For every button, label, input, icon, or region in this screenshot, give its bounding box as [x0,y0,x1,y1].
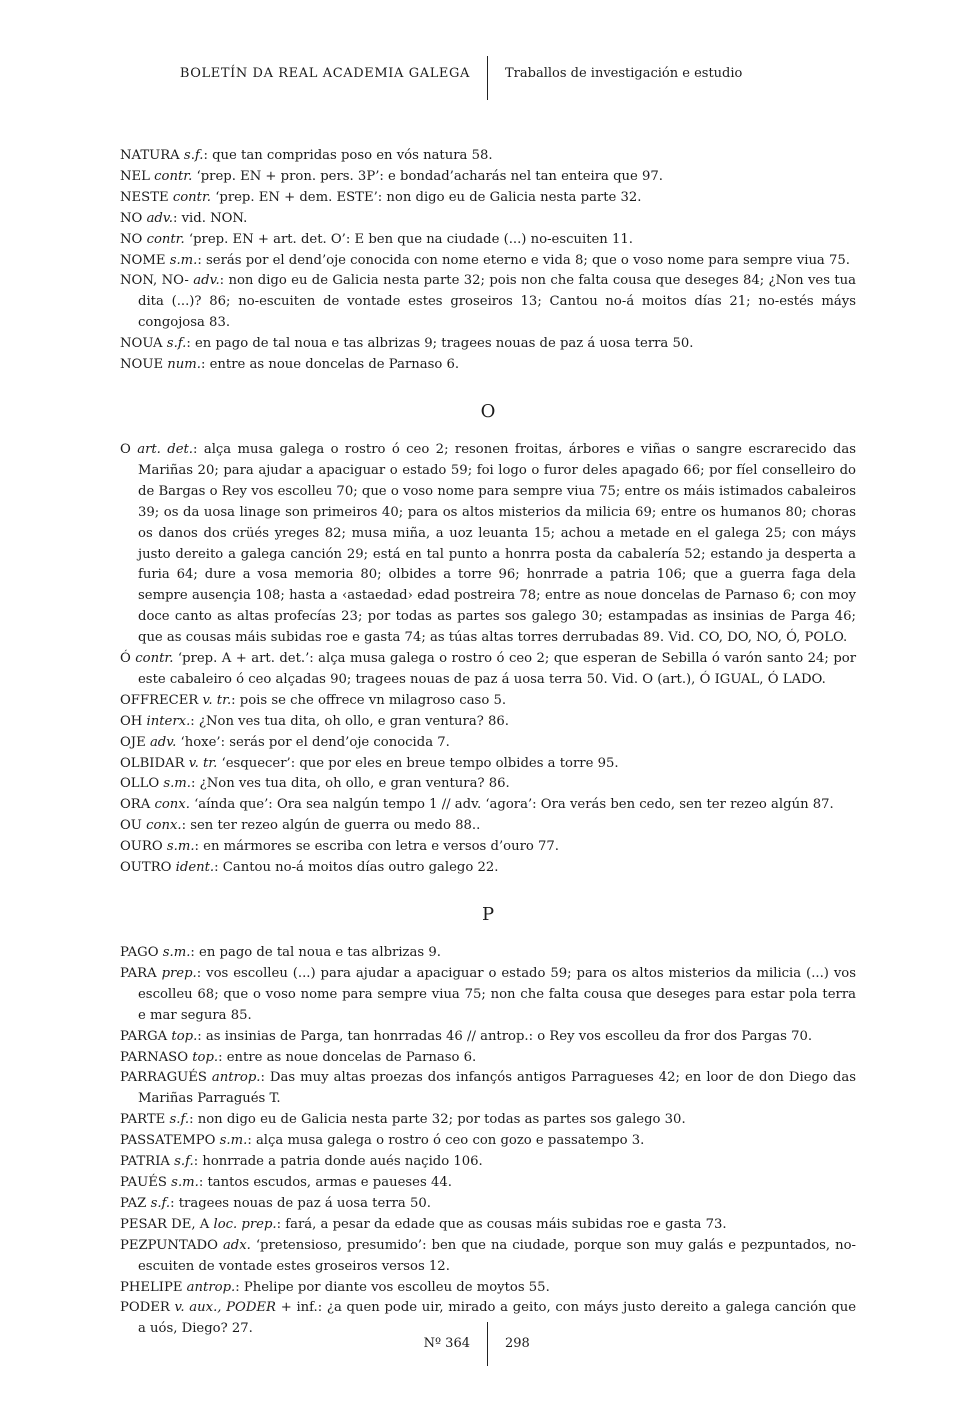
glossary-entry [120,1173,856,1194]
headword: PARRAGUÉS [120,1070,207,1086]
grammar-label: s.m. [166,839,195,855]
headword: PHELIPE [120,1279,183,1295]
glossary-entry [120,1278,856,1299]
definition-text: : tantos escudos, armas e paueses 44. [198,1174,452,1190]
glossary-entry [120,816,856,837]
glossary-entry [120,712,856,733]
headword: PASSATEMPO [120,1133,216,1149]
grammar-label: s.f. [166,336,187,352]
glossary-entry [120,1194,856,1215]
grammar-label: prep. [161,965,197,981]
definition-text: : pois se che offrece vn milagroso caso 5. [231,692,507,708]
footer-divider [487,1322,488,1366]
grammar-label: conx. [146,818,182,834]
headword: PAGO [120,945,159,960]
headword: NON, NO- [120,273,189,289]
headword: PARA [120,965,157,981]
grammar-label: interx. [146,713,191,729]
grammar-label: adx. [222,1237,251,1253]
grammar-label: s.f. [150,1195,171,1211]
definition-text: ‘prep. A + art. det.’: alça musa galega o rostro ó ceo 2; que esperan de Sebilla ó varón santo 24; por este cabaleiro ó ceo alçadas 90; tragees nouas de paz á uosa terra 50. Vid. O (art.), Ó IGUAL, Ó LADO. [138,651,856,687]
headword: OJE [120,734,146,750]
grammar-label: num. [167,357,201,373]
definition-text: : ¿Non ves tua dita, oh ollo, e gran ventura? 86. [191,776,510,792]
grammar-label: s.m. [169,252,198,268]
glossary-entry [120,334,856,355]
headword: ORA [120,797,151,813]
grammar-label: s.m. [171,1174,199,1190]
grammar-label: art. det. [137,441,193,457]
headword: OUTRO [120,860,172,876]
definition-text: : en pago de tal noua e tas albrizas 9. [190,945,441,960]
definition-text: ‘prep. EN + art. det. O’: E ben que na ciudade (...) no-escuiten 11. [184,231,633,247]
definition-text: : sen ter rezeo algún de guerra ou medo 88.. [181,818,481,834]
headword: NESTE [120,189,169,205]
header-divider [487,56,488,100]
definition-text: ‘pretensioso, presumido’: ben que na ciudade, porque son muy galás e pezpuntados, no-escuiten de vontade estes groseiros versos 12. [138,1237,856,1274]
definition-text: : en mármores se escriba con letra e versos d’ouro 77. [194,839,559,855]
section-letter-p: P [481,904,495,925]
grammar-label: s.f. [174,1154,194,1170]
journal-title: BOLETÍN DA REAL ACADEMIA GALEGA [179,66,470,81]
glossary-entry [120,691,856,712]
headword: PARGA [120,1028,168,1044]
headword: NEL [120,168,150,184]
grammar-label: s.m. [219,1133,248,1149]
glossary-entry [120,733,856,754]
grammar-label: s.f. [183,148,204,163]
grammar-label: v. tr. [188,755,218,771]
glossary-entry [120,146,856,167]
definition-text: ‘aínda que’: Ora sea nalgún tempo 1 // adv. ‘agora’: Ora verás ben cedo, sen ter rezeo algún 87. [189,797,834,813]
glossary-entry [120,943,856,964]
glossary-entry [120,1131,856,1152]
definition-text: : tragees nouas de paz á uosa terra 50. [170,1195,431,1211]
glossary-entry [120,1152,856,1173]
definition-text: : vos escolleu (...) para ajudar a apaciguar o estado 59; para os altos misterios da milicia (...) vos escolleu 68; que o voso nome para sempre viua 75; non che falta cousa que deseges para estar pola terra e mar segura 85. [138,965,856,1023]
glossary-entry [120,355,856,376]
glossary-entry [120,795,856,816]
issue-number: Nº 364 [423,1336,470,1351]
page-number: 298 [505,1336,530,1351]
grammar-label: contr. [172,189,211,205]
grammar-label: s.f. [169,1112,190,1128]
entries-p [120,943,856,1340]
definition-text: : non digo eu de Galicia nesta parte 32; pois non che falta cousa que deseges 84; ¿Non ves tua dita (...)? 86; no-escuiten de vontade estes groseiros 13; Cantou no-á moitos días 21; no-estés máys congojosa 83. [138,273,856,331]
definition-text: : Phelipe por diante vos escolleu de moytos 55. [235,1279,550,1295]
page-footer [0,1328,975,1368]
glossary-entry [120,1027,856,1048]
definition-text: : vid. NON. [172,210,248,226]
headword: NO [120,231,143,247]
grammar-label: contr. [146,231,185,247]
glossary-entry [120,754,856,775]
definition-text: : entre as noue doncelas de Parnaso 6. [218,1049,477,1065]
definition-text: ‘prep. EN + dem. ESTE’: non digo eu de Galicia nesta parte 32. [211,189,642,205]
grammar-label: loc. prep. [213,1216,277,1232]
headword: NO [120,210,143,226]
headword: OFFRECER [120,692,199,708]
headword: NOME [120,252,166,268]
grammar-label: conx. [154,797,190,813]
definition-text: : Das muy altas proezas dos infançós antigos Parragueses 42; en loor de don Diego das Mariñas Parragués T. [138,1070,856,1107]
glossary-entry [120,1236,856,1278]
grammar-label: ident. [175,860,215,876]
glossary-entry [120,964,856,1027]
section-title: Traballos de investigación e estudio [505,66,743,81]
definition-text: ‘hoxe’: serás por el dend’oje conocida 7. [176,734,450,750]
headword: PAZ [120,1195,147,1211]
definition-text: : fará, a pesar da edade que as cousas máis subidas roe e gasta 73. [276,1216,727,1232]
headword: PEZPUNTADO [120,1237,218,1253]
glossary-entry [120,271,856,334]
headword: PARNASO [120,1049,189,1065]
definition-text: : Cantou no-á moitos días outro galego 22. [214,860,499,876]
headword: OLBIDAR [120,755,185,771]
grammar-label: top. [171,1028,198,1044]
definition-text: : alça musa galega o rostro ó ceo 2; resonen froitas, árbores e viñas o sangre escrarecido das Mariñas 20; para ajudar a apaciguar o estado 59; foi logo o furor deles apagado 66; por fíel conselleiro do de Bargas o Rey vos escolleu 70; que o voso nome para sempre viua 75; entre os máis istimados cabaleiros 39; os da uosa linage son primeiros 40; para os altos misterios da milicia 69; entre os humanos 80; choras os danos dos crüés yreges 82; musa miña, a uoz leuanta 15; achou a metade en el galega 25; con máys justo dereito a galega canción 29; está en tal punto a honrra posta da cabalería 52; estando ja desperta a furia 64; dure a vosa memoria 80; olbides a torre 96; honrrade a patria 106; que a guerra faga dela sempre ausençia 108; hasta a ‹astaedad› edad postreira 78; entre as noue doncelas de Parnaso 6; con moy doce canto as altas profecías 23; por todas as partes sos galego 30; estampadas as insinias de Parga 46; que as cousas máis subidas roe e gasta 74; as túas altas torres derrubadas 89. Vid. CO, DO, NO, Ó, POLO. [138,441,856,646]
glossary-entry [120,1048,856,1069]
entries-o [120,440,856,879]
definition-text: : serás por el dend’oje conocida con nome eterno e vida 8; que o voso nome para sempre viua 75. [197,252,850,268]
glossary-body [120,146,856,1340]
glossary-entry [120,188,856,209]
definition-text: : alça musa galega o rostro ó ceo con gozo e passatempo 3. [247,1133,645,1149]
glossary-entry [120,251,856,272]
definition-text: + inf.: ¿a quen pode uir, mirado a geito, con máys justo dereito a galega canción que a uós, Diego? 27. [138,1300,856,1337]
glossary-entry [120,858,856,879]
headword: Ó [120,651,131,667]
headword: PESAR DE, A [120,1216,210,1232]
headword: NOUE [120,357,164,373]
grammar-label: s.m. [162,945,191,960]
headword: O [120,441,131,457]
definition-text: : ¿Non ves tua dita, oh ollo, e gran ventura? 86. [190,713,509,729]
definition-text: : que tan compridas poso en vós natura 58. [203,148,493,163]
glossary-entry [120,774,856,795]
headword: NATURA [120,148,180,163]
grammar-label: contr. [154,168,193,184]
glossary-entry [120,837,856,858]
headword: OURO [120,839,163,855]
glossary-entry [120,230,856,251]
headword: NOUA [120,336,163,352]
headword: PODER [120,1300,170,1316]
glossary-entry [120,440,856,649]
definition-text: : honrrade a patria donde aués naçido 106. [193,1154,483,1170]
section-letter-o: O [480,400,496,422]
headword: OLLO [120,776,160,792]
headword: OH [120,713,143,729]
definition-text: ‘esquecer’: que por eles en breue tempo olbides a torre 95. [217,755,619,771]
definition-text: : en pago de tal noua e tas albrizas 9; tragees nouas de paz á uosa terra 50. [186,336,694,352]
headword: PATRIA [120,1154,170,1170]
glossary-entry [120,649,856,691]
entries-n [120,146,856,376]
grammar-label: top. [192,1049,219,1065]
definition-text: : entre as noue doncelas de Parnaso 6. [200,357,460,373]
glossary-entry [120,209,856,230]
glossary-entry [120,1110,856,1131]
grammar-label: v. aux., PODER [174,1300,276,1316]
grammar-label: adv. [146,210,173,226]
grammar-label: adv. [193,273,220,289]
grammar-label: antrop. [211,1070,261,1086]
grammar-label: s.m. [163,776,192,792]
glossary-entry [120,1068,856,1110]
headword: PARTE [120,1112,166,1128]
headword: OU [120,818,142,834]
definition-text: ‘prep. EN + pron. pers. 3P’: e bondad’acharás nel tan enteira que 97. [192,168,663,184]
definition-text: : non digo eu de Galicia nesta parte 32; por todas as partes sos galego 30. [189,1112,686,1128]
definition-text: : as insinias de Parga, tan honrradas 46 // antrop.: o Rey vos escolleu da fror dos Pargas 70. [197,1028,813,1044]
grammar-label: v. tr. [202,692,232,708]
glossary-entry [120,1215,856,1236]
glossary-entry [120,167,856,188]
headword: PAUÉS [120,1174,167,1190]
grammar-label: antrop. [186,1279,236,1295]
grammar-label: adv. [149,734,177,750]
grammar-label: contr. [135,651,174,667]
running-header [0,64,975,100]
